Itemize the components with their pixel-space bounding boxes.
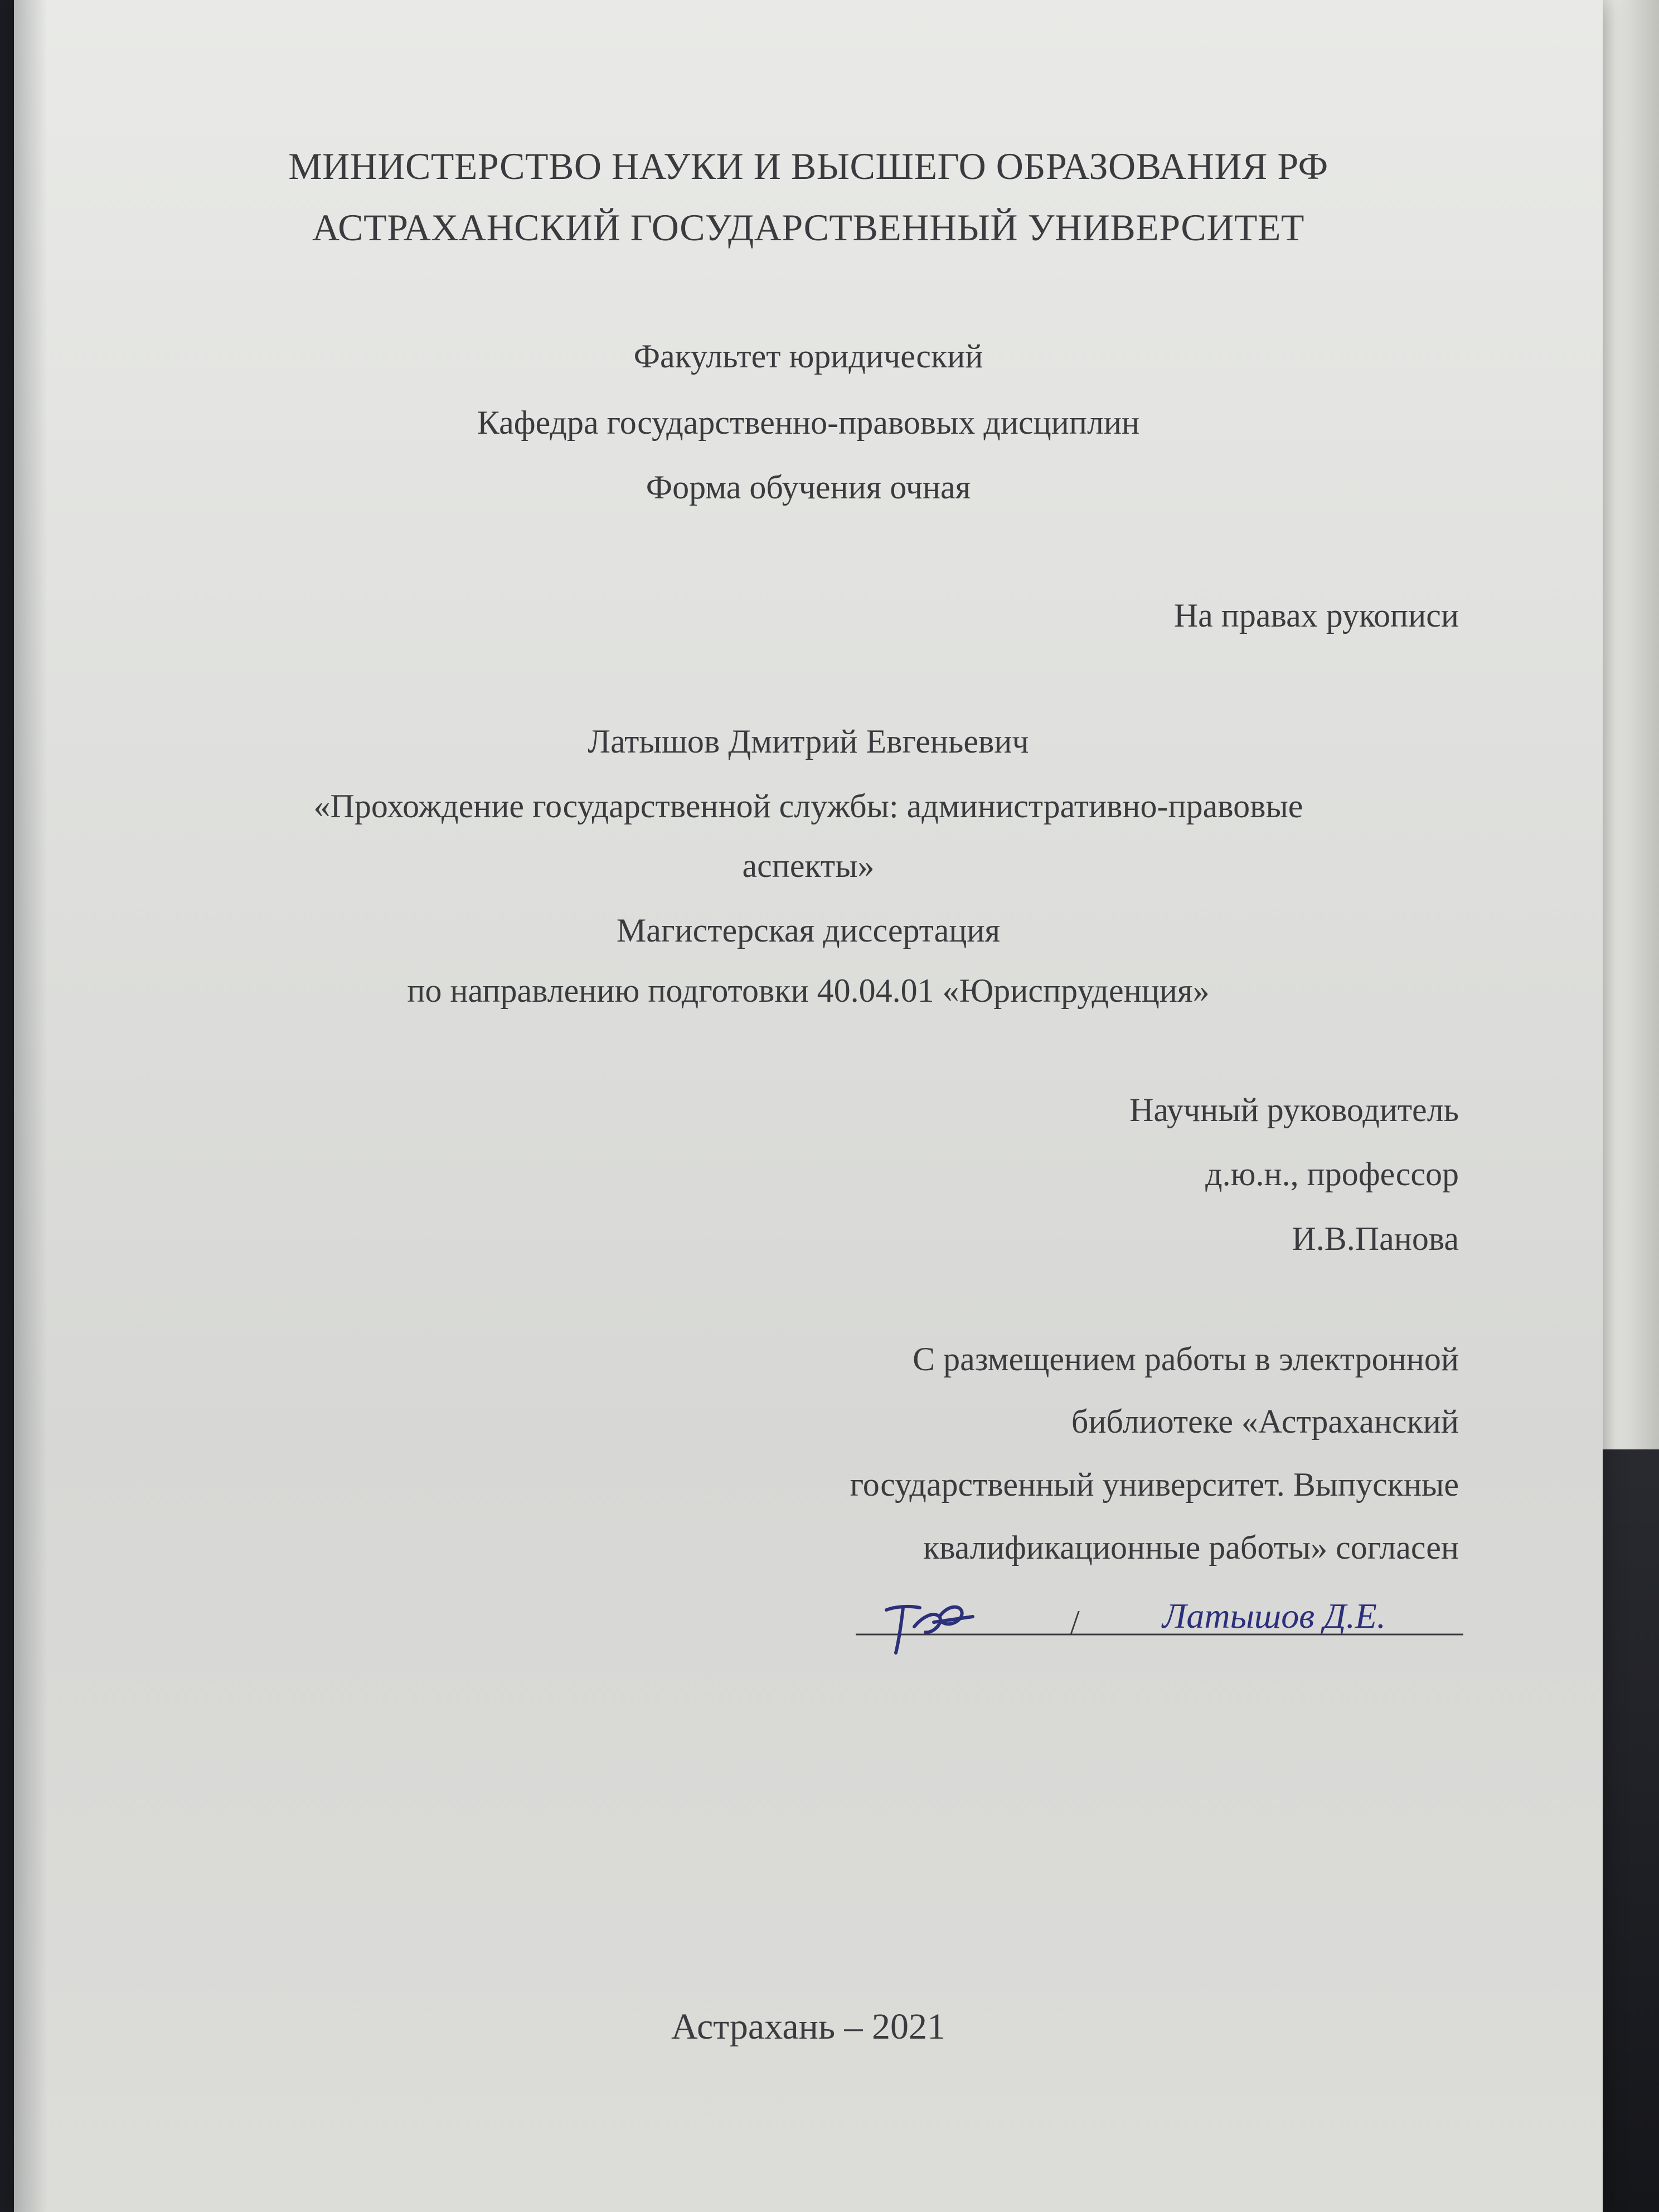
- rights-note: На правах рукописи: [1173, 597, 1459, 634]
- thesis-type: Магистерская диссертация: [616, 912, 1001, 949]
- city-year: Астрахань – 2021: [671, 2006, 946, 2047]
- title-page: [14, 0, 1603, 2212]
- thesis-title-line-2: аспекты»: [742, 847, 875, 884]
- ministry-heading: МИНИСТЕРСТВО НАУКИ И ВЫСШЕГО ОБРАЗОВАНИЯ РФ: [288, 145, 1328, 187]
- consent-line-2: библиотеке «Астраханский: [1071, 1403, 1459, 1440]
- signature-block: [856, 1596, 1463, 1650]
- page-shadow: [14, 0, 47, 2212]
- faculty-line: Факультет юридический: [633, 338, 983, 375]
- supervisor-role: Научный руководитель: [1129, 1092, 1459, 1128]
- chair-line: Кафедра государственно-правовых дисциплин: [477, 404, 1140, 441]
- thesis-title-line-1: «Прохождение государственной службы: административно-правовые: [313, 788, 1303, 824]
- supervisor-degree: д.ю.н., профессор: [1205, 1156, 1459, 1192]
- signature-svg: [856, 1596, 1463, 1650]
- consent-line-1: С размещением работы в электронной: [913, 1341, 1459, 1377]
- consent-line-4: квалификационные работы» согласен: [923, 1529, 1459, 1566]
- university-heading: АСТРАХАНСКИЙ ГОСУДАРСТВЕННЫЙ УНИВЕРСИТЕТ: [312, 206, 1304, 249]
- direction-line: по направлению подготовки 40.04.01 «Юриспруденция»: [407, 972, 1210, 1009]
- supervisor-name: И.В.Панова: [1292, 1220, 1459, 1257]
- signature-handwritten-name: Латышов Д.Е.: [1162, 1596, 1386, 1636]
- signature-separator: /: [1070, 1604, 1080, 1641]
- author-name: Латышов Дмитрий Евгеньевич: [588, 723, 1029, 760]
- consent-line-3: государственный университет. Выпускные: [850, 1466, 1459, 1503]
- study-form-line: Форма обучения очная: [646, 469, 971, 506]
- handwritten-signature-mark: [886, 1607, 973, 1653]
